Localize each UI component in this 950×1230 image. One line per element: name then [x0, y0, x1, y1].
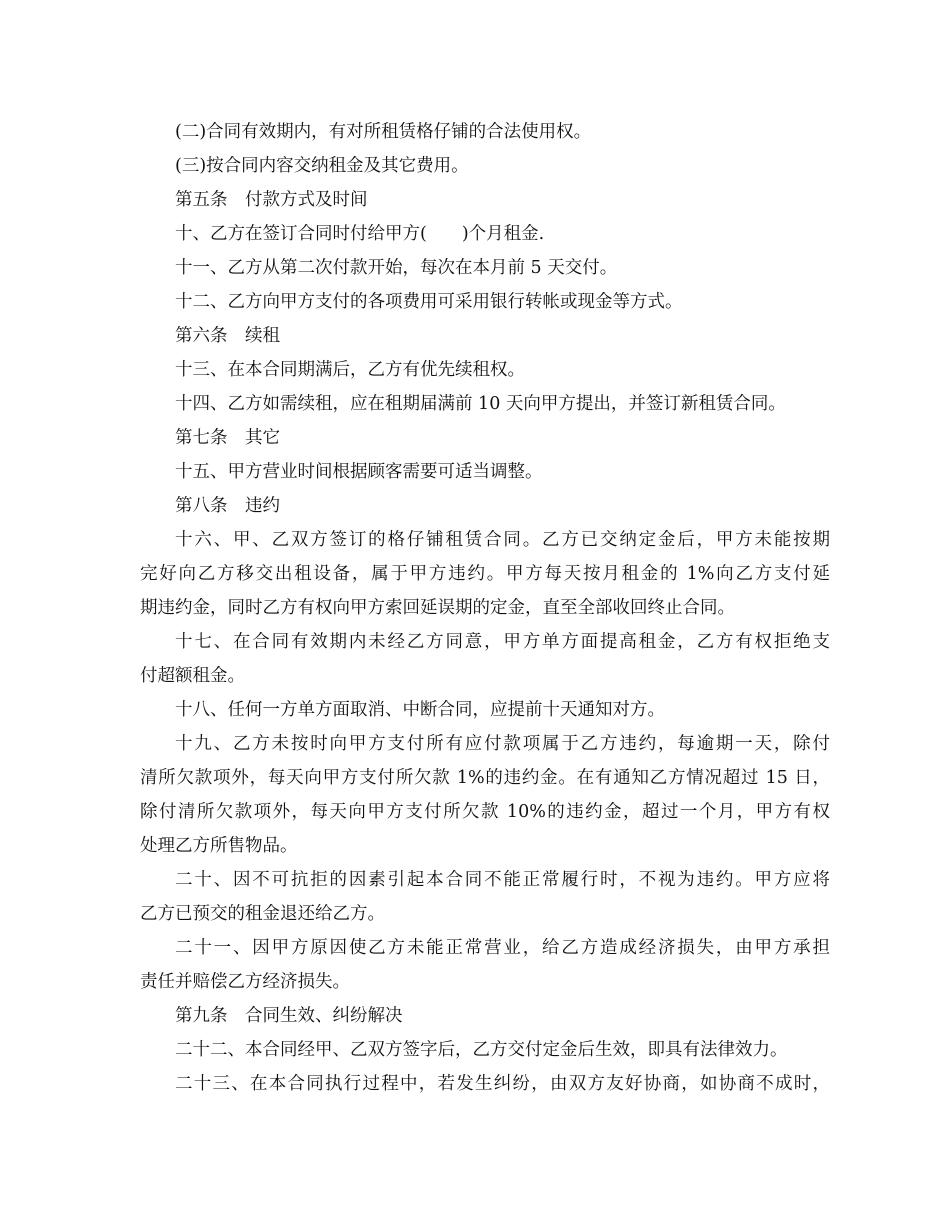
text-line: 十八、任何一方单方面取消、中断合同，应提前十天通知对方。: [175, 700, 665, 720]
text-line: 期违约金，同时乙方有权向甲方索回延误期的定金，直至全部收回终止合同。: [140, 598, 735, 618]
text-line: 二十、因不可抗拒的因素引起本合同不能正常履行时，不视为违约。甲方应将: [175, 870, 830, 890]
text-line: 责任并赔偿乙方经济损失。: [140, 972, 350, 992]
text-line: 完好向乙方移交出租设备，属于甲方违约。甲方每天按月租金的 1%向乙方支付延: [140, 564, 830, 584]
text-line: 十七、在合同有效期内未经乙方同意，甲方单方面提高租金，乙方有权拒绝支: [175, 632, 830, 652]
section-heading: 第九条 合同生效、纠纷解决: [175, 1006, 403, 1026]
section-heading: 第八条 违约: [175, 496, 280, 516]
text-line: (三)按合同内容交纳租金及其它费用。: [175, 156, 469, 176]
text-line: (二)合同有效期内，有对所租赁格仔铺的合法使用权。: [175, 122, 592, 142]
text-line: 除付清所欠款项外，每天向甲方支付所欠款 10%的违约金，超过一个月，甲方有权: [140, 802, 830, 822]
text-line: 处理乙方所售物品。: [140, 836, 298, 856]
text-line: 清所欠款项外，每天向甲方支付所欠款 1%的违约金。在有通知乙方情况超过 15 日，: [140, 768, 830, 788]
text-line: 乙方已预交的租金退还给乙方。: [140, 904, 385, 924]
text-line: 十一、乙方从第二次付款开始，每次在本月前 5 天交付。: [175, 258, 618, 278]
text-line: 十五、甲方营业时间根据顾客需要可适当调整。: [175, 462, 543, 482]
text-line: 十九、乙方未按时向甲方支付所有应付款项属于乙方违约，每逾期一天，除付: [175, 734, 830, 754]
section-heading: 第七条 其它: [175, 428, 280, 448]
text-line: 十六、甲、乙双方签订的格仔铺租赁合同。乙方已交纳定金后，甲方未能按期: [175, 530, 830, 550]
section-heading: 第六条 续租: [175, 326, 280, 346]
text-line: 二十一、因甲方原因使乙方未能正常营业，给乙方造成经济损失，由甲方承担: [175, 938, 830, 958]
document-body: [140, 115, 830, 1101]
text-line: 十、乙方在签订合同时付给甲方( )个月租金.: [175, 224, 545, 244]
text-line: 十三、在本合同期满后，乙方有优先续租权。: [175, 360, 525, 380]
text-line: 十四、乙方如需续租，应在租期届满前 10 天向甲方提出，并签订新租赁合同。: [175, 394, 786, 414]
section-heading: 第五条 付款方式及时间: [175, 190, 368, 210]
text-line: 十二、乙方向甲方支付的各项费用可采用银行转帐或现金等方式。: [175, 292, 683, 312]
text-line: 二十二、本合同经甲、乙双方签字后，乙方交付定金后生效，即具有法律效力。: [175, 1040, 788, 1060]
text-line: 付超额租金。: [140, 666, 245, 686]
text-line: 二十三、在本合同执行过程中，若发生纠纷，由双方友好协商，如协商不成时，: [175, 1074, 830, 1094]
